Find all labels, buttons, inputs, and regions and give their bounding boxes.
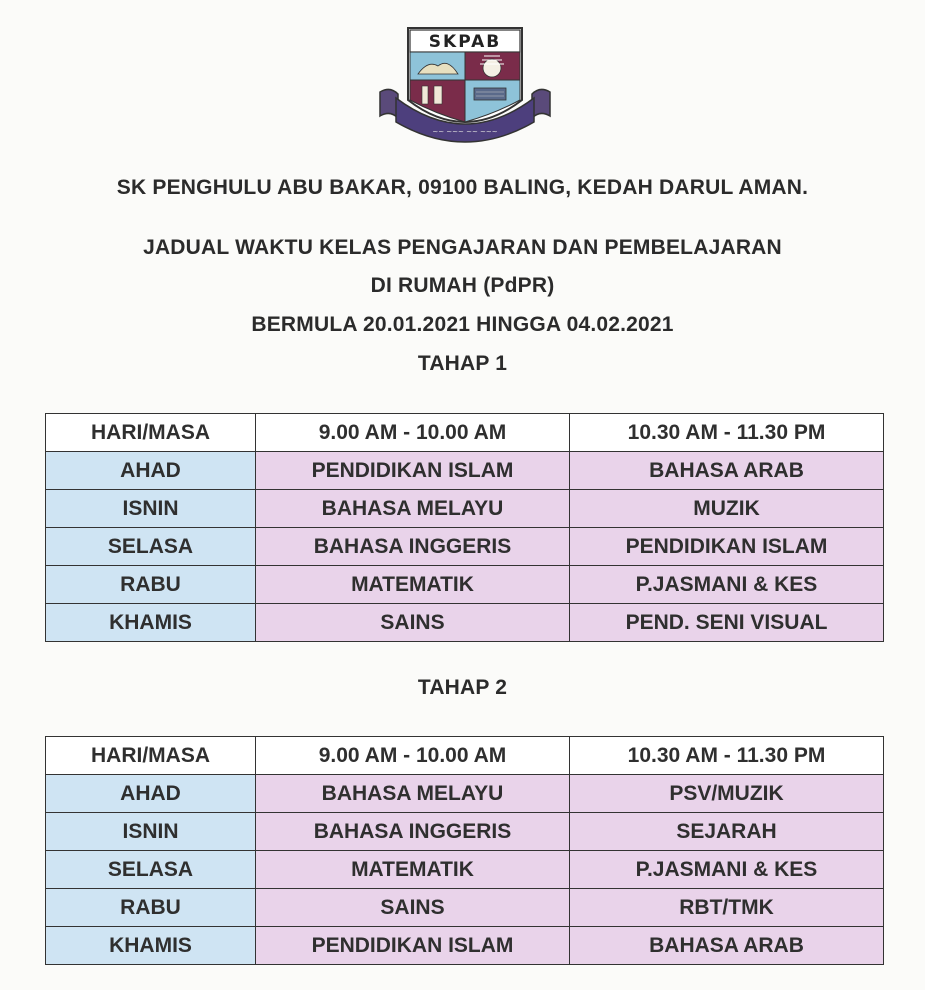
tahap-1-label: TAHAP 1 bbox=[417, 352, 508, 375]
day-cell: AHAD bbox=[46, 775, 256, 813]
subject-cell: SAINS bbox=[256, 889, 570, 927]
subject-cell: RBT/TMK bbox=[570, 889, 884, 927]
header-slot-1: 9.00 AM - 10.00 AM bbox=[256, 737, 570, 775]
subject-cell: P.JASMANI & KES bbox=[570, 851, 884, 889]
subject-cell: BAHASA MELAYU bbox=[256, 775, 570, 813]
table-row bbox=[46, 490, 884, 528]
table-row bbox=[46, 604, 884, 642]
subject-cell: PENDIDIKAN ISLAM bbox=[570, 528, 884, 566]
svg-text:~~ ~~~ ~~ ~~~: ~~ ~~~ ~~ ~~~ bbox=[432, 128, 498, 136]
school-crest-logo bbox=[376, 22, 554, 150]
subject-cell: BAHASA ARAB bbox=[570, 927, 884, 965]
table-header-row bbox=[46, 737, 884, 775]
subject-cell: MATEMATIK bbox=[256, 851, 570, 889]
header-slot-2: 10.30 AM - 11.30 PM bbox=[570, 414, 884, 452]
day-cell: RABU bbox=[46, 566, 256, 604]
table-row bbox=[46, 452, 884, 490]
subject-cell: P.JASMANI & KES bbox=[570, 566, 884, 604]
day-cell: RABU bbox=[46, 889, 256, 927]
logo-text: SKPAB bbox=[428, 32, 502, 52]
date-range: BERMULA 20.01.2021 HINGGA 04.02.2021 bbox=[251, 313, 674, 336]
subject-cell: SEJARAH bbox=[570, 813, 884, 851]
subject-cell: BAHASA MELAYU bbox=[256, 490, 570, 528]
day-cell: ISNIN bbox=[46, 490, 256, 528]
day-cell: KHAMIS bbox=[46, 604, 256, 642]
table-row bbox=[46, 927, 884, 965]
subject-cell: PENDIDIKAN ISLAM bbox=[256, 452, 570, 490]
header-slot-1: 9.00 AM - 10.00 AM bbox=[256, 414, 570, 452]
subject-cell: BAHASA INGGERIS bbox=[256, 813, 570, 851]
table-row bbox=[46, 851, 884, 889]
tahap-2-label: TAHAP 2 bbox=[417, 676, 508, 699]
tahap-2-timetable bbox=[45, 736, 884, 965]
subject-cell: MATEMATIK bbox=[256, 566, 570, 604]
subject-cell: PEND. SENI VISUAL bbox=[570, 604, 884, 642]
subject-cell: MUZIK bbox=[570, 490, 884, 528]
header-day-time: HARI/MASA bbox=[46, 414, 256, 452]
table-row bbox=[46, 775, 884, 813]
school-address: SK PENGHULU ABU BAKAR, 09100 BALING, KEDAH DARUL AMAN. bbox=[116, 176, 809, 199]
subject-cell: BAHASA INGGERIS bbox=[256, 528, 570, 566]
subject-cell: BAHASA ARAB bbox=[570, 452, 884, 490]
day-cell: SELASA bbox=[46, 851, 256, 889]
table-row bbox=[46, 566, 884, 604]
subject-cell: SAINS bbox=[256, 604, 570, 642]
day-cell: ISNIN bbox=[46, 813, 256, 851]
table-header-row bbox=[46, 414, 884, 452]
tahap-1-timetable bbox=[45, 413, 884, 642]
day-cell: AHAD bbox=[46, 452, 256, 490]
table-row bbox=[46, 889, 884, 927]
title-line-1: JADUAL WAKTU KELAS PENGAJARAN DAN PEMBELAJARAN bbox=[143, 236, 782, 259]
subject-cell: PENDIDIKAN ISLAM bbox=[256, 927, 570, 965]
day-cell: SELASA bbox=[46, 528, 256, 566]
title-line-2: DI RUMAH (PdPR) bbox=[370, 274, 555, 297]
table-row bbox=[46, 813, 884, 851]
header-slot-2: 10.30 AM - 11.30 PM bbox=[570, 737, 884, 775]
table-row bbox=[46, 528, 884, 566]
header-day-time: HARI/MASA bbox=[46, 737, 256, 775]
day-cell: KHAMIS bbox=[46, 927, 256, 965]
subject-cell: PSV/MUZIK bbox=[570, 775, 884, 813]
